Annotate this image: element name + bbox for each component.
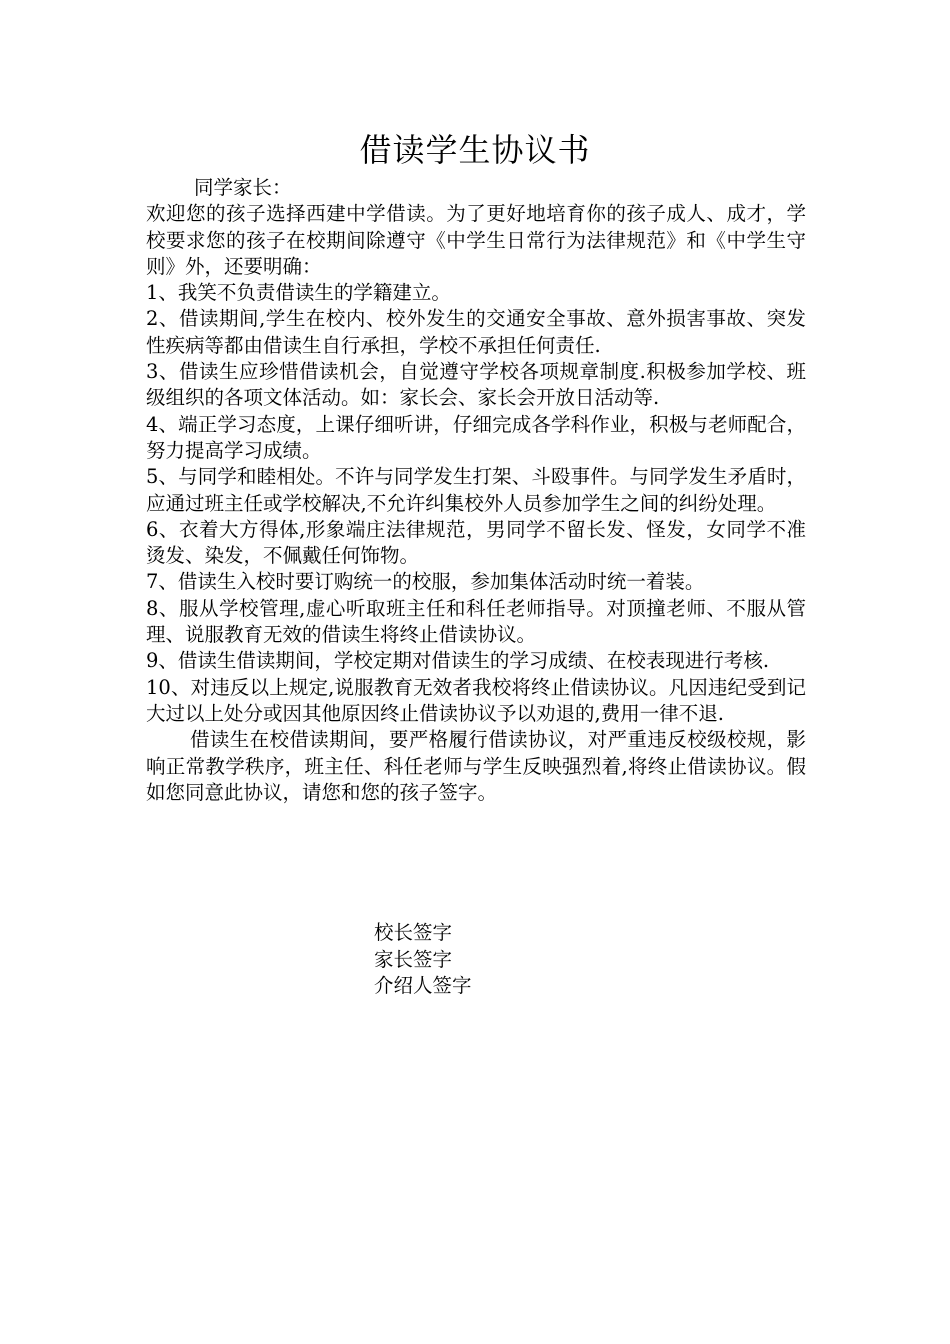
- clause-2: 2、借读期间,学生在校内、校外发生的交通安全事故、意外损害事故、突发性疾病等都由借读生自行承担，学校不承担任何责任.: [146, 307, 806, 357]
- principal-signature-label: 校长签字: [374, 921, 453, 944]
- clause-8: 8、服从学校管理,虚心听取班主任和科任老师指导。对顶撞老师、不服从管理、说服教育无效的借读生将终止借读协议。: [146, 596, 806, 647]
- clause-6: 6、衣着大方得体,形象端庄法律规范，男同学不留长发、怪发，女同学不准烫发、染发，不佩戴任何饰物。: [146, 517, 806, 568]
- clause-7: 7、借读生入校时要订购统一的校服，参加集体活动时统一着装。: [146, 570, 705, 594]
- signature-block: [374, 920, 472, 1000]
- closing-paragraph: 借读生在校借读期间，要严格履行借读协议，对严重违反校级校规，影响正常教学秩序，班主任、科任老师与学生反映强烈着,将终止借读协议。假如您同意此协议，请您和您的孩子签字。: [146, 728, 806, 804]
- clause-1: 1、我笑不负责借读生的学籍建立。: [146, 281, 451, 305]
- clause-3: 3、借读生应珍惜借读机会，自觉遵守学校各项规章制度.积极参加学校、班级组织的各项文体活动。如：家长会、家长会开放日活动等.: [146, 360, 806, 410]
- parent-signature-label: 家长签字: [374, 947, 453, 971]
- introducer-signature-label: 介绍人签字: [374, 974, 472, 997]
- clause-10: 10、对违反以上规定,说服教育无效者我校将终止借读协议。凡因违纪受到记大过以上处分或因其他原因终止借读协议予以劝退的,费用一律不退.: [146, 675, 806, 725]
- document-title: 借读学生协议书: [359, 131, 591, 169]
- intro-paragraph: 欢迎您的孩子选择西建中学借读。为了更好地培育你的孩子成人、成才，学校要求您的孩子在校期间除遵守《中学生日常行为法律规范》和《中学生守则》外，还要明确：: [146, 202, 806, 278]
- clause-5: 5、与同学和睦相处。不许与同学发生打架、斗殴事件。与同学发生矛盾时，应通过班主任或学校解决,不允许纠集校外人员参加学生之间的纠纷处理。: [146, 465, 806, 515]
- salutation: 同学家长：: [194, 176, 292, 199]
- clause-4: 4、端正学习态度，上课仔细听讲，仔细完成各学科作业，积极与老师配合，努力提高学习成绩。: [146, 412, 806, 462]
- clause-9: 9、借读生借读期间，学校定期对借读生的学习成绩、在校表现进行考核.: [146, 649, 770, 673]
- document-body: [146, 175, 806, 806]
